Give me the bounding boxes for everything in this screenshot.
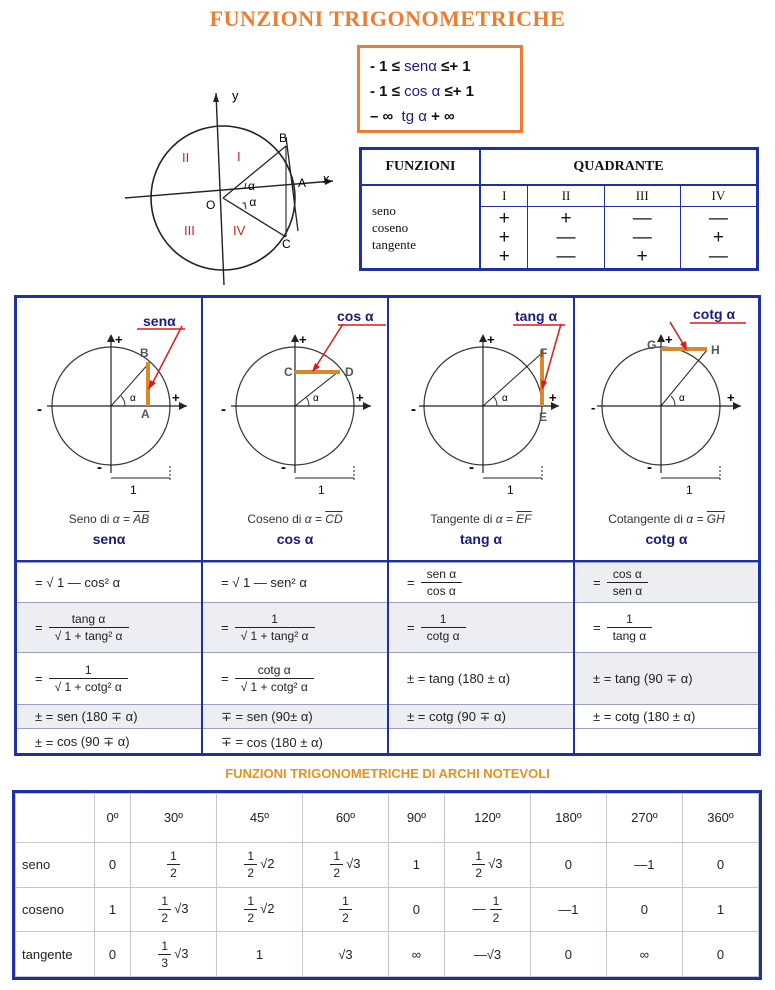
cotangent-diagram (575, 298, 758, 508)
svg-text:+: + (172, 390, 180, 405)
svg-text:-: - (469, 459, 474, 476)
angle-header: 60º (302, 794, 388, 843)
caption-tangent-fn: tang α (459, 531, 503, 547)
header-quadrant: QUADRANTE (480, 150, 757, 186)
caption-cosine-fn: cos α (276, 531, 314, 547)
caption-cotangent: Cotangente di $\alpha = \overline{GH}$ (608, 512, 725, 526)
value-cell: 0 (95, 932, 131, 977)
caption-tangent: Tangente di $\alpha = \overline{EF}$ (430, 512, 532, 526)
quadrant-header-3: III (604, 185, 680, 207)
value-cell: 0 (682, 842, 758, 887)
value-cell: $\frac{1}{2}$ √3 (130, 887, 216, 932)
signs-q4: — + — (680, 207, 756, 269)
range-coseno: - 1 ≤ cos α ≤+ 1 (370, 83, 474, 100)
svg-text:-: - (281, 459, 286, 476)
caption-cotangent-fn: cotg α (645, 531, 688, 547)
header-functions: FUNZIONI (362, 150, 481, 186)
svg-text:+: + (299, 332, 307, 347)
value-cell: 0 (530, 932, 606, 977)
tag-tang: tang α (515, 308, 558, 324)
svg-text:-: - (647, 459, 652, 476)
formulas-cosine: = √ 1 — sen² α = $\frac{1}{\text{√ 1 + tang² α}}$ = $\frac{\text{cotg α}}{\text{√ 1 + cotg² α}}$ ∓ = sen (90± α) ∓ = cos (180 ± α) (203, 560, 387, 755)
page-title: FUNZIONI TRIGONOMETRICHE (209, 6, 566, 31)
angle-header: 270º (606, 794, 682, 843)
y-label: y (232, 88, 239, 103)
row-label: seno (16, 842, 95, 887)
function-names: seno coseno tangente (362, 185, 481, 269)
angle-header: 360º (682, 794, 758, 843)
angle-header: 120º (444, 794, 530, 843)
value-cell: —1 (530, 887, 606, 932)
value-cell: — $\frac{1}{2}$ (444, 887, 530, 932)
svg-text:+: + (549, 390, 557, 405)
alpha-label: α (248, 179, 255, 193)
function-panels (14, 295, 761, 756)
svg-text:α: α (679, 393, 685, 404)
row-label: coseno (16, 887, 95, 932)
tag-cos: cos α (337, 308, 374, 324)
sign-table (359, 147, 759, 271)
row-label: tangente (16, 932, 95, 977)
formulas-cotangent: = $\frac{\text{cos α}}{\text{sen α}}$ = $\frac{1}{\text{tang α}}$ ± = tang (90 ∓ α) ± = cotg (180 ± α) (575, 560, 758, 755)
quadrant-3-label: III (184, 223, 195, 238)
notable-arcs-table (12, 790, 762, 980)
range-seno: - 1 ≤ senα ≤+ 1 (370, 58, 471, 75)
sine-diagram (17, 298, 201, 508)
angle-header: 45º (216, 794, 302, 843)
svg-text:1: 1 (130, 483, 137, 497)
point-e-label: E (539, 410, 548, 424)
table-row (16, 887, 759, 932)
value-cell: 1 (95, 887, 131, 932)
value-cell: $\frac{1}{2}$ (130, 842, 216, 887)
quadrant-4-label: IV (233, 223, 246, 238)
tangent-diagram (389, 298, 573, 508)
point-a-label: A (141, 407, 150, 421)
svg-text:1: 1 (507, 483, 514, 497)
svg-text:α: α (313, 393, 319, 404)
point-d-label: D (345, 365, 354, 379)
cosine-diagram (203, 298, 387, 508)
value-cell: —√3 (444, 932, 530, 977)
value-cell: —1 (606, 842, 682, 887)
value-cell: 0 (606, 887, 682, 932)
quadrant-header-4: IV (680, 185, 756, 207)
value-cell: 1 (216, 932, 302, 977)
svg-text:α: α (130, 393, 136, 404)
unit-circle-diagram (120, 85, 350, 290)
svg-text:+: + (356, 390, 364, 405)
signs-q3: — — + (604, 207, 680, 269)
signs-q2: + — — (528, 207, 604, 269)
tag-cotg: cotg α (693, 306, 736, 322)
formulas-sine: = √ 1 — cos² α = $\frac{\text{tang α}}{\text{√ 1 + tang² α}}$ = $\frac{1}{\text{√ 1 + cotg² α}}$ ± = sen (180 ∓ α) ± = cos (90 ∓ α) (17, 560, 201, 755)
svg-text:1: 1 (686, 483, 693, 497)
point-c-label: C (282, 237, 291, 251)
y-axis-arrow (213, 93, 219, 102)
table-row (16, 842, 759, 887)
notable-title: FUNZIONI TRIGONOMETRICHE DI ARCHI NOTEVOLI (225, 766, 550, 781)
value-cell: 1 (682, 887, 758, 932)
svg-text:+: + (487, 332, 495, 347)
point-b-label: B (140, 346, 149, 360)
svg-text:+: + (665, 332, 673, 347)
quadrant-header-1: I (480, 185, 528, 207)
value-cell: ∞ (388, 932, 444, 977)
point-h-label: H (711, 343, 720, 357)
value-cell: √3 (302, 932, 388, 977)
value-cell: 0 (388, 887, 444, 932)
angle-header: 180º (530, 794, 606, 843)
svg-text:-: - (221, 401, 226, 418)
point-c-label: C (284, 365, 293, 379)
range-tangente: – ∞ tg α + ∞ (370, 108, 455, 125)
point-a-label: A (298, 176, 307, 190)
caption-sine: Seno di $\alpha = \overline{AB}$ (68, 512, 150, 526)
caption-sine-fn: senα (92, 531, 126, 547)
value-cell: ∞ (606, 932, 682, 977)
value-cell: 0 (682, 932, 758, 977)
svg-text:1: 1 (318, 483, 325, 497)
point-g-label: G (647, 338, 657, 352)
neg-alpha-label: - α (242, 195, 257, 209)
value-cell: $\frac{1}{2}$ √3 (444, 842, 530, 887)
value-cell: 0 (95, 842, 131, 887)
ranges-box (357, 45, 523, 133)
caption-cosine: Coseno di $\alpha = \overline{CD}$ (247, 512, 343, 526)
point-f-label: F (540, 346, 548, 360)
quadrant-2-label: II (182, 150, 190, 165)
quadrant-header-2: II (528, 185, 604, 207)
svg-text:-: - (411, 401, 416, 418)
svg-text:+: + (727, 390, 735, 405)
value-cell: $\frac{1}{2}$ √2 (216, 887, 302, 932)
formulas-tangent: = $\frac{\text{sen α}}{\text{cos α}}$ = $\frac{1}{\text{cotg α}}$ ± = tang (180 ± α) ± = cotg (90 ∓ α) (389, 560, 573, 755)
y-axis (216, 93, 224, 285)
svg-text:-: - (37, 401, 42, 418)
value-cell: $\frac{1}{2}$ √3 (302, 842, 388, 887)
quadrant-1-label: I (237, 149, 241, 164)
svg-text:α: α (502, 393, 508, 404)
value-cell: 1 (388, 842, 444, 887)
angle-header: 30º (130, 794, 216, 843)
value-cell: $\frac{1}{2}$ (302, 887, 388, 932)
table-row (16, 932, 759, 977)
x-label: x (323, 171, 330, 186)
origin-label: O (206, 198, 216, 212)
value-cell: $\frac{1}{2}$ √2 (216, 842, 302, 887)
value-cell: $\frac{1}{3}$ √3 (130, 932, 216, 977)
point-b-label: B (279, 131, 288, 145)
svg-text:-: - (591, 400, 596, 415)
signs-q1: + + + (480, 207, 528, 269)
tag-sen: senα (143, 313, 176, 329)
angle-header: 0º (95, 794, 131, 843)
svg-text:-: - (97, 459, 102, 476)
value-cell: 0 (530, 842, 606, 887)
svg-text:+: + (115, 332, 123, 347)
angle-header: 90º (388, 794, 444, 843)
